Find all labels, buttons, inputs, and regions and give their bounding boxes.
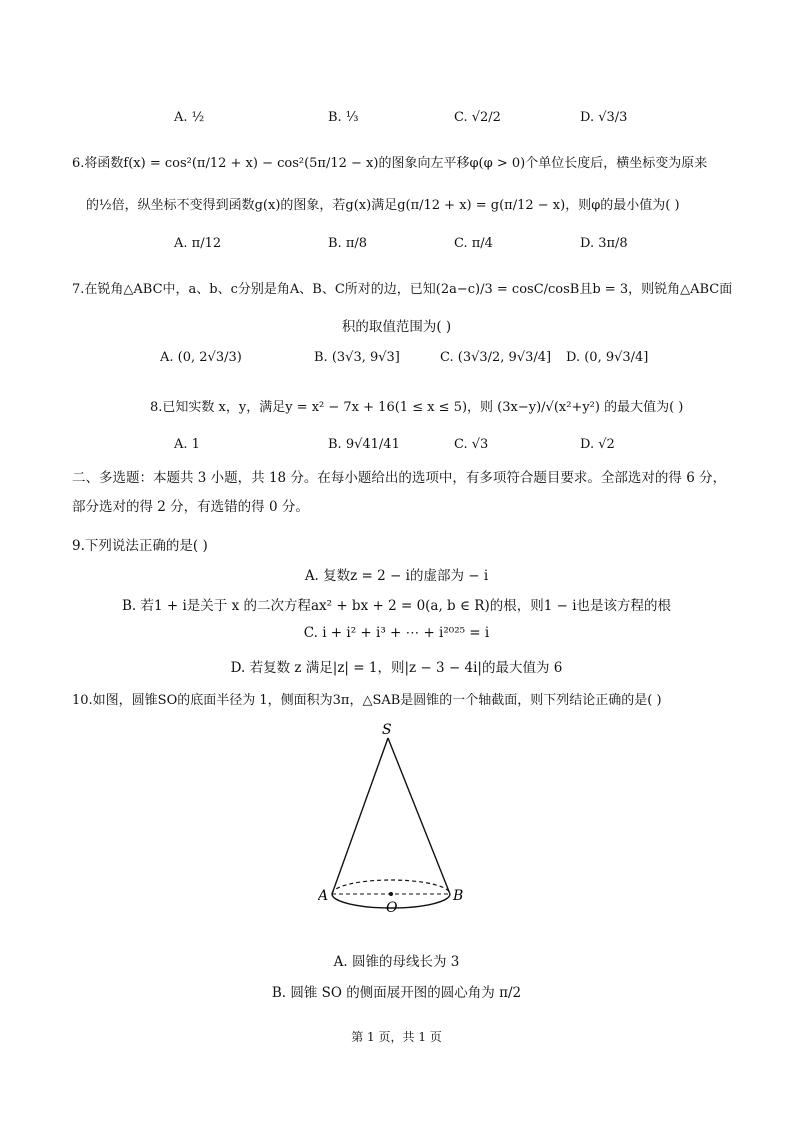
q8-option-c: C. √3 [454,437,489,452]
label-o: O [386,900,398,916]
q6-option-b: B. π/8 [328,236,368,251]
q7-option-c: C. (3√3/2, 9√3/4] [440,350,552,365]
q5-option-a: A. ½ [174,110,205,125]
q6-option-d: D. 3π/8 [580,236,628,251]
cone-side-right [388,738,450,894]
q10-option-b: B. 圆锥 SO 的侧面展开图的圆心角为 π/2 [271,985,522,1001]
q8-option-b: B. 9√41/41 [328,437,400,452]
q6-stem-line2: 的½倍，纵坐标不变得到函数g(x)的图象，若g(x)满足g(π/12 + x) = g(π/12 − x)，则φ的最小值为( ) [86,198,680,213]
q7-option-b: B. (3√3, 9√3] [314,350,400,365]
q7-option-d: D. (0, 9√3/4] [566,350,649,365]
q7-stem-line2: 积的取值范围为( ) [341,319,452,335]
q5-option-c: C. √2/2 [454,110,501,125]
q7-option-a: A. (0, 2√3/3) [160,350,242,365]
q8-option-d: D. √2 [580,437,615,452]
label-b: B [453,888,464,904]
cone-center-point [389,892,393,896]
q9-option-d: D. 若复数 z 满足|z| = 1，则|z − 3 − 4i|的最大值为 6 [230,660,563,676]
label-a: A [318,888,329,904]
q6-stem-line1: 6.将函数f(x) = cos²(π/12 + x) − cos²(5π/12 − x)的图象向左平移φ(φ > 0)个单位长度后，横坐标变为原来 [72,156,708,171]
q10-stem: 10.如图，圆锥SO的底面半径为 1，侧面积为3π，△SAB是圆锥的一个轴截面，则下列结论正确的是( ) [72,693,662,708]
q5-option-b: B. ⅓ [328,110,359,125]
q5-option-d: D. √3/3 [580,110,628,125]
cone-side-left [332,738,388,894]
page-footer: 第 1 页，共 1 页 [351,1030,442,1044]
section-2-heading: 二、多选题：本题共 3 小题，共 18 分。在每小题给出的选项中，有多项符合题目要求。全部选对的得 6 分，部分选对的得 2 分，有选错的得 0 分。 [72,470,727,515]
cone-base-back [332,880,450,894]
q8-stem: 8.已知实数 x，y，满足y = x² − 7x + 16(1 ≤ x ≤ 5)，则 (3x−y)/√(x²+y²) 的最大值为( ) [150,400,684,415]
q9-stem: 9.下列说法正确的是( ) [72,538,208,554]
q6-option-a: A. π/12 [174,236,222,251]
q10-option-a: A. 圆锥的母线长为 3 [333,954,460,970]
q7-stem-line1: 7.在锐角△ABC中，a、b、c分别是角A、B、C所对的边，已知(2a−c)/3 = cosC/cosB且b = 3，则锐角△ABC面 [72,282,733,297]
label-s: S [382,722,392,738]
cone-figure [318,720,478,920]
q8-option-a: A. 1 [174,437,200,452]
q9-option-a: A. 复数z = 2 − i的虚部为 − i [304,568,489,584]
q9-option-c: C. i + i² + i³ + ⋯ + i²⁰²⁵ = i [303,625,490,641]
q6-option-c: C. π/4 [454,236,493,251]
q9-option-b: B. 若1 + i是关于 x 的二次方程ax² + bx + 2 = 0(a, b ∈ R)的根，则1 − i也是该方程的根 [121,598,672,614]
